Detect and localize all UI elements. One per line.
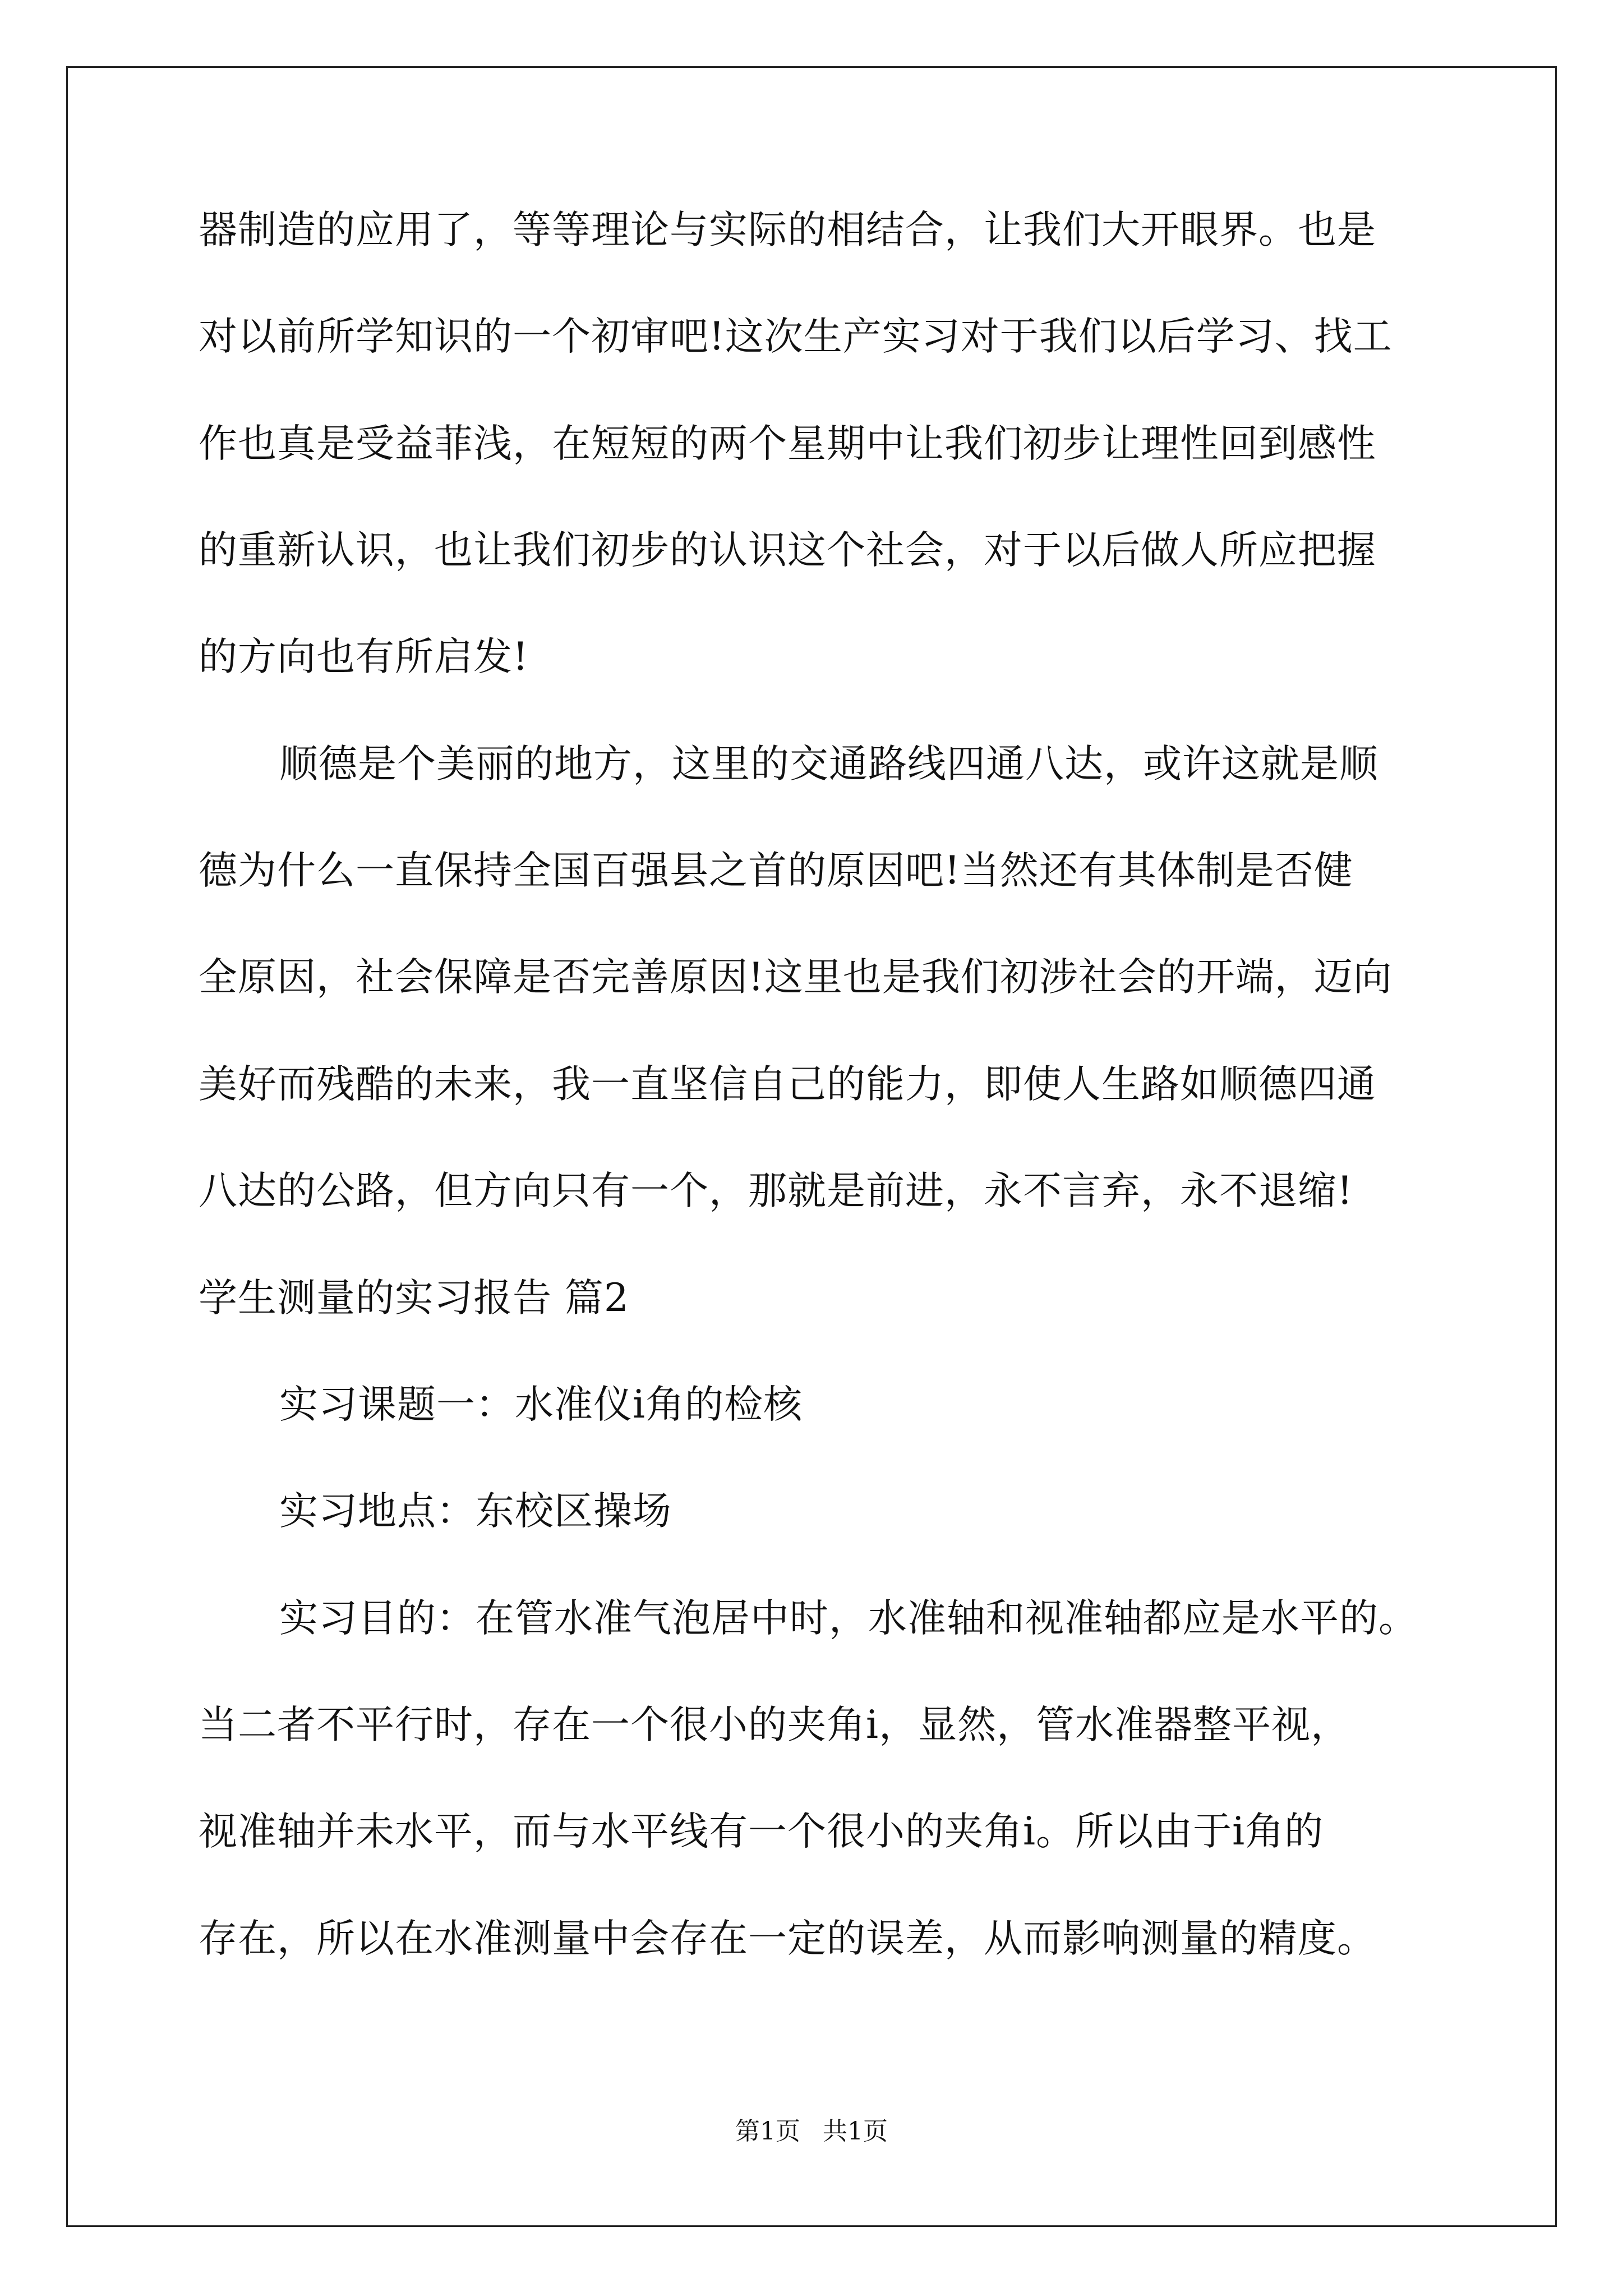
text-line: 的重新认识，也让我们初步的认识这个社会，对于以后做人所应把握 bbox=[199, 528, 1376, 573]
text-line: 美好而残酷的未来，我一直坚信自己的能力，即使人生路如顺德四通 bbox=[199, 1062, 1376, 1107]
page-border bbox=[66, 66, 1557, 2227]
location-line: 实习地点：东校区操场 bbox=[279, 1489, 672, 1534]
text-line: 的方向也有所启发! bbox=[199, 634, 529, 679]
text-line: 对以前所学知识的一个初审吧!这次生产实习对于我们以后学习、找工 bbox=[199, 314, 1393, 359]
page-total: 共1页 bbox=[823, 2117, 888, 2146]
topic-line: 实习课题一：水准仪i角的检核 bbox=[279, 1382, 803, 1427]
text-line: 存在，所以在水准测量中会存在一定的误差，从而影响测量的精度。 bbox=[199, 1916, 1376, 1961]
text-line: 八达的公路，但方向只有一个，那就是前进，永不言弃，永不退缩! bbox=[199, 1168, 1353, 1213]
text-line: 全原因，社会保障是否完善原因!这里也是我们初涉社会的开端，迈向 bbox=[199, 955, 1393, 1000]
text-line: 作也真是受益菲浅，在短短的两个星期中让我们初步让理性回到感性 bbox=[199, 421, 1376, 466]
text-line: 顺德是个美丽的地方，这里的交通路线四通八达，或许这就是顺 bbox=[279, 742, 1378, 786]
text-line: 当二者不平行时，存在一个很小的夹角i，显然，管水准器整平视， bbox=[199, 1703, 1350, 1747]
section-heading: 学生测量的实习报告 篇2 bbox=[199, 1276, 629, 1320]
text-line: 实习目的：在管水准气泡居中时，水准轴和视准轴都应是水平的。 bbox=[279, 1596, 1418, 1641]
text-line: 视准轴并未水平，而与水平线有一个很小的夹角i。所以由于i角的 bbox=[199, 1809, 1324, 1854]
text-line: 德为什么一直保持全国百强县之首的原因吧!当然还有其体制是否健 bbox=[199, 848, 1353, 893]
page-footer bbox=[0, 2116, 1623, 2147]
page-number: 第1页 bbox=[735, 2117, 800, 2146]
text-line: 器制造的应用了，等等理论与实际的相结合，让我们大开眼界。也是 bbox=[199, 208, 1376, 252]
